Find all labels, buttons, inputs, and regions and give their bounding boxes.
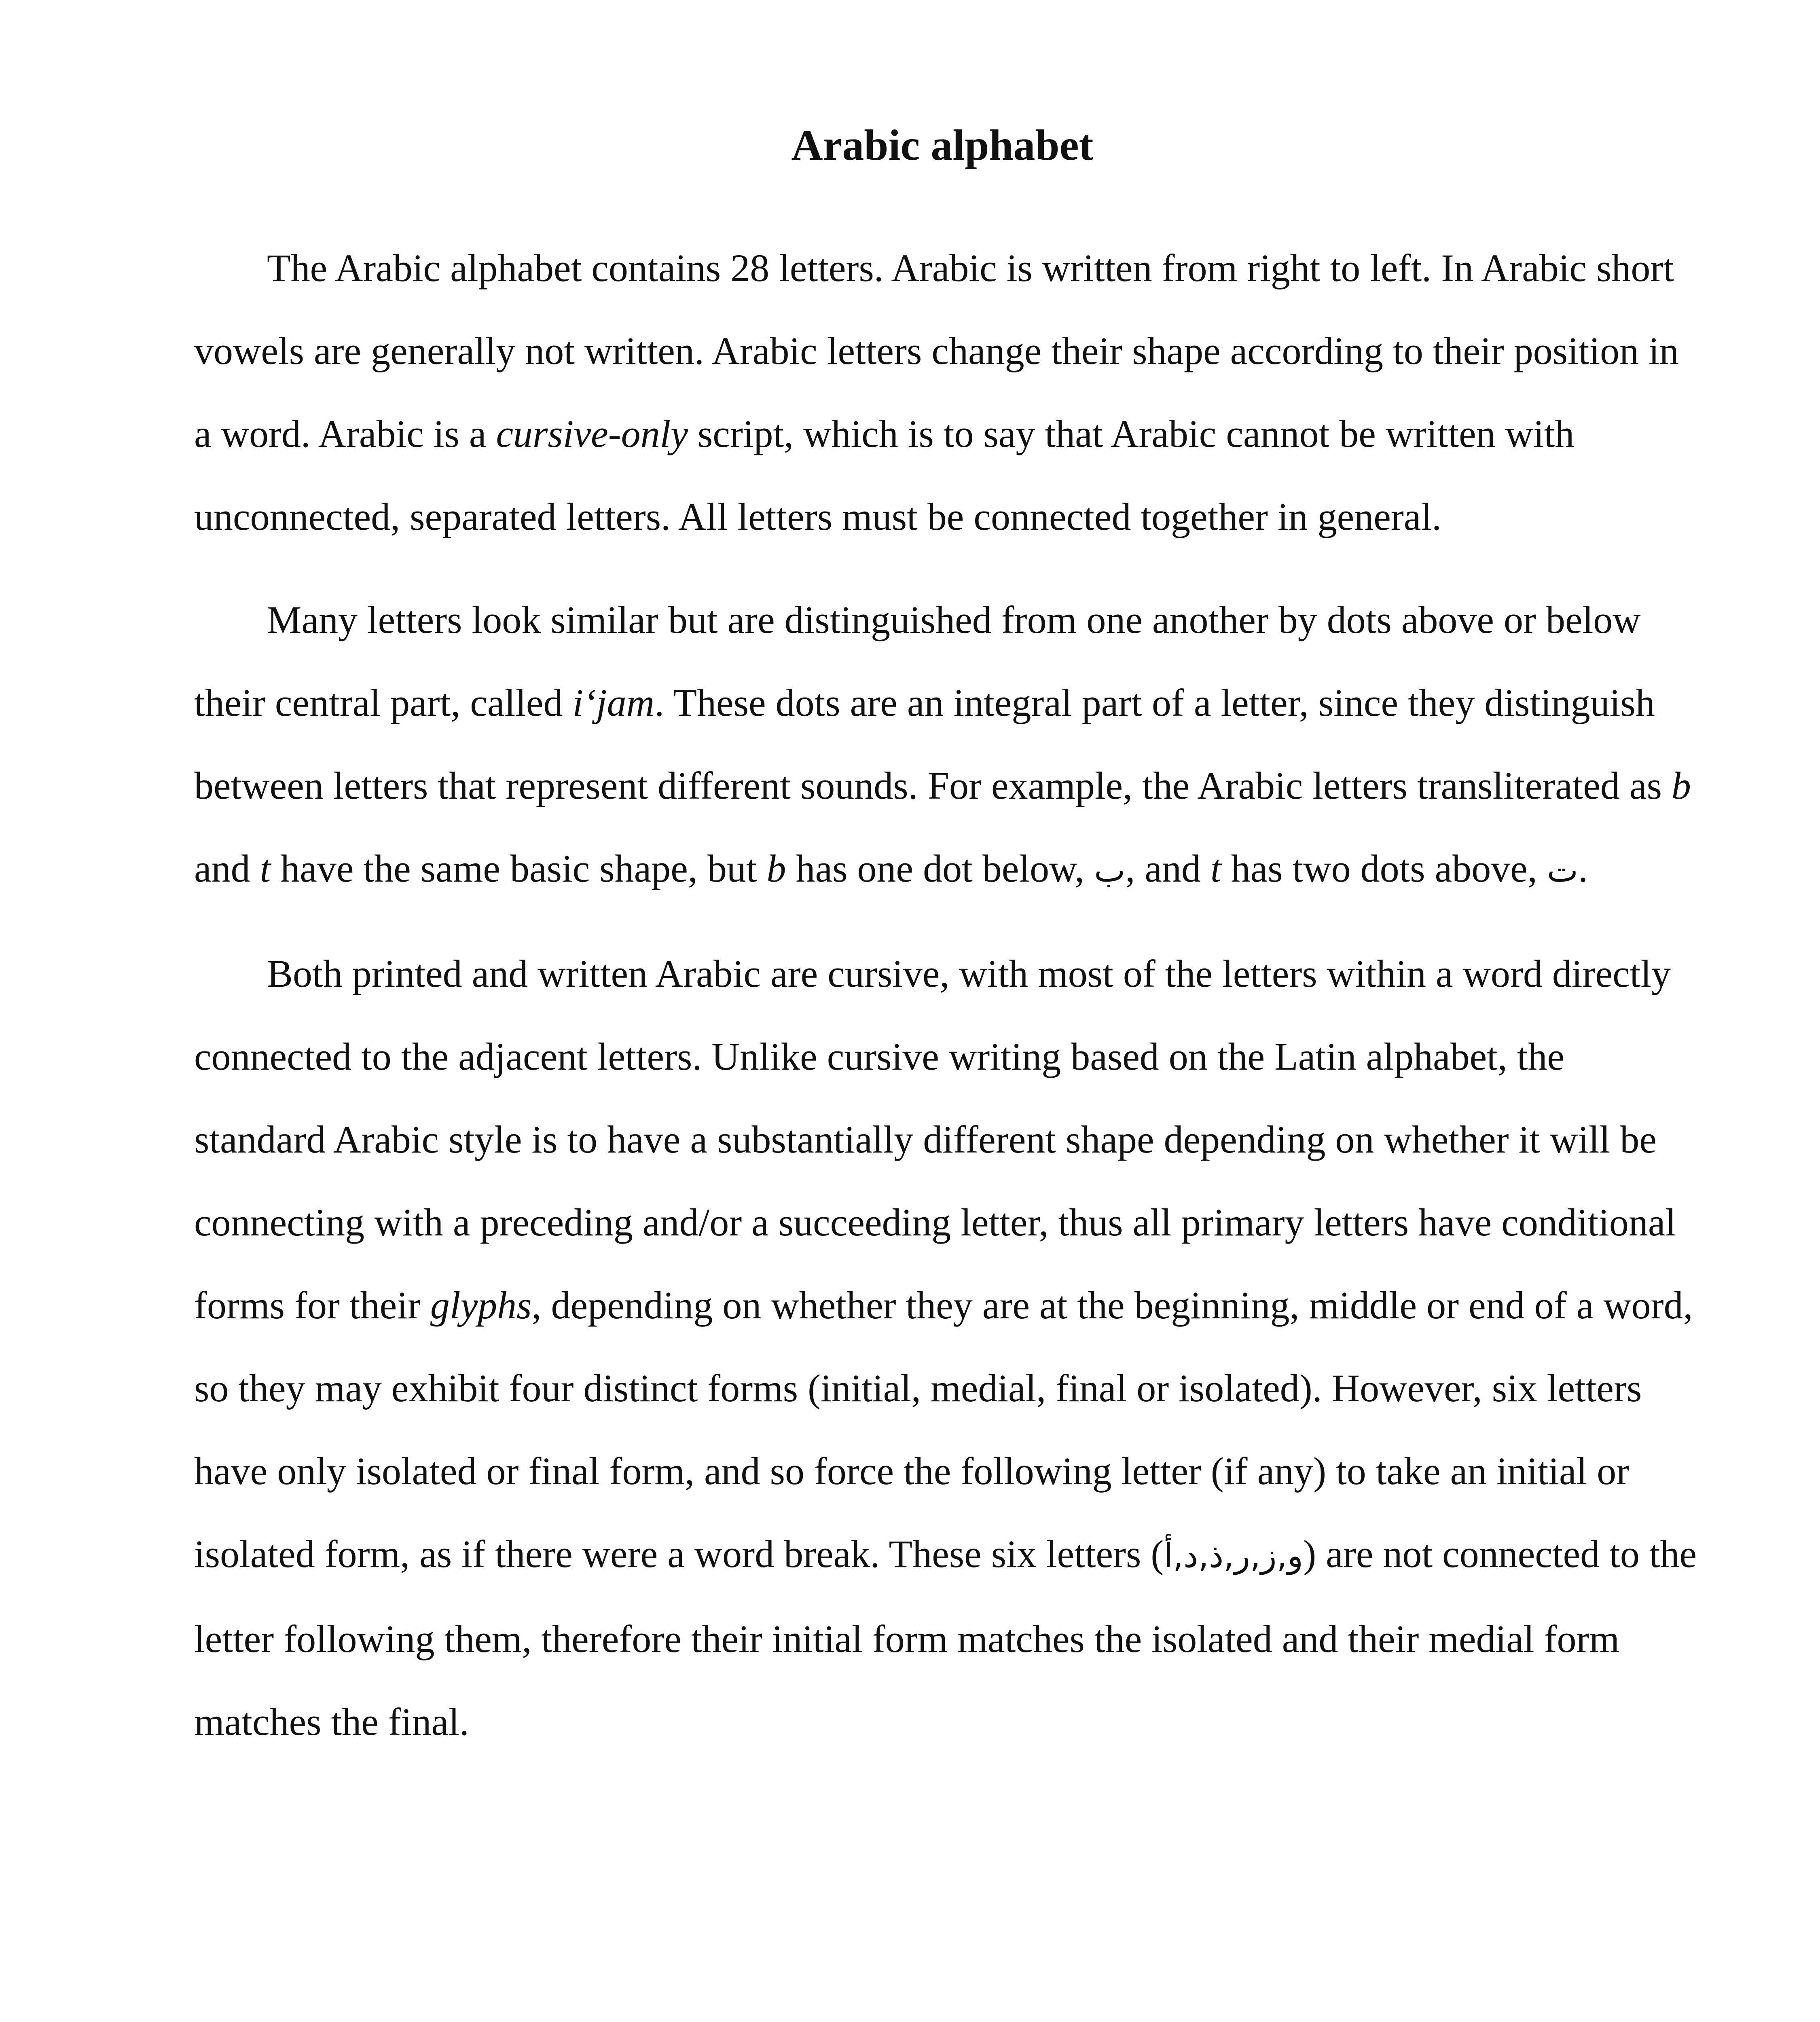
- paragraph-2-text-5: has one dot below,: [786, 847, 1094, 890]
- paragraph-3-text-3: ) are not connected to the letter following them, therefore their initial form matches the isolated and their medial form matches the final.: [194, 1532, 1697, 1743]
- paragraph-2-text-2: . These dots are an integral part of a letter, since they distinguish between letters that represent different sounds. For example, the Arabic letters transliterated as: [194, 681, 1672, 807]
- paragraph-2-text-3: and: [194, 847, 260, 890]
- paragraph-3: [194, 932, 1699, 1763]
- paragraph-2: [194, 578, 1699, 912]
- paragraph-1-text-continued: script, which is to say that Arabic cannot be written with unconnected, separated letters. All letters must be connected together in general.: [194, 412, 1575, 538]
- paragraph-2-text-8: .: [1578, 847, 1588, 890]
- paragraph-1-text: The Arabic alphabet contains 28 letters. Arabic is written from right to left. In Arabic short vowels are generally not written. Arabic letters change their shape according to their position in a word. Arabic is a: [194, 246, 1679, 455]
- paragraph-2-text-6: , and: [1125, 847, 1211, 890]
- arabic-six-letters: و,ز,ر,ذ,د,أ: [1164, 1537, 1304, 1575]
- arabic-letter-ba: ب: [1094, 851, 1126, 890]
- italic-term-ijam: i‘jam: [572, 681, 655, 724]
- italic-letter-b: b: [1671, 764, 1691, 807]
- paragraph-2-text-4: have the same basic shape, but: [271, 847, 767, 890]
- paragraph-3-text: Both printed and written Arabic are cursive, with most of the letters within a word directly connected to the adjacent letters. Unlike cursive writing based on the Latin alphabet, the standard Arabic style is to have a substantially different shape depending on whether it will be connecting with a preceding and/or a succeeding letter, thus all primary letters have conditional forms for their: [194, 952, 1676, 1327]
- paragraph-2-text-7: has two dots above,: [1221, 847, 1547, 890]
- italic-letter-b-2: b: [766, 847, 786, 890]
- arabic-letter-ta: ت: [1547, 851, 1579, 890]
- paragraph-2-text: Many letters look similar but are distinguished from one another by dots above or below their central part, called: [194, 598, 1641, 724]
- italic-term-glyphs: glyphs: [430, 1284, 532, 1327]
- paragraph-1: [194, 226, 1699, 558]
- body-text: [194, 226, 1699, 1763]
- italic-letter-t: t: [260, 847, 271, 890]
- italic-term-cursive-only: cursive-only: [496, 412, 688, 455]
- paragraph-3-text-2: , depending on whether they are at the beginning, middle or end of a word, so they may exhibit four distinct forms (initial, medial, final or isolated). However, six letters have only isolated or final form, and so force the following letter (if any) to take an initial or isolated form, as if there were a word break. These six letters (: [194, 1284, 1693, 1576]
- italic-letter-t-2: t: [1210, 847, 1221, 890]
- page-title: Arabic alphabet: [791, 121, 1094, 169]
